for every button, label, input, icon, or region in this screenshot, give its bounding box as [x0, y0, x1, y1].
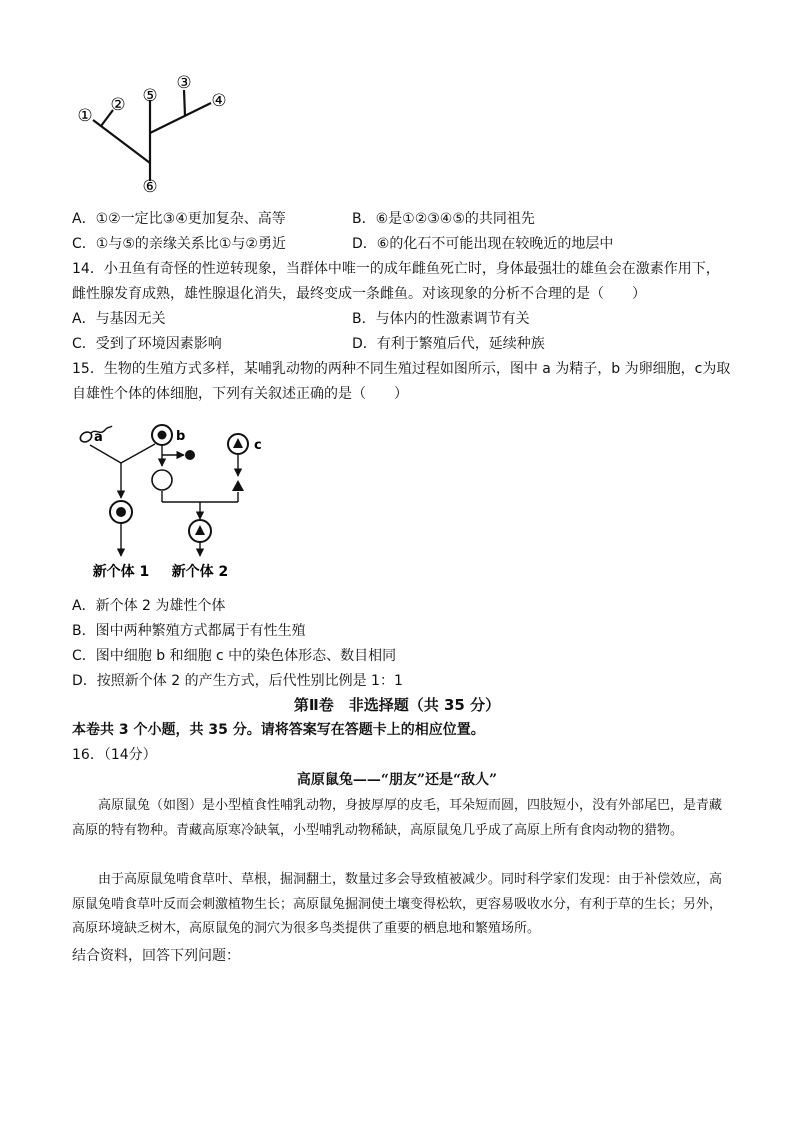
q13-option-a: A．①②一定比③④更加复杂、高等: [72, 211, 286, 227]
q15-stem-line-1: 15．生物的生殖方式多样，某哺乳动物的两种不同生殖过程如图所示，图中 a 为精子，b 为卵细胞，c为取: [72, 361, 731, 377]
new-individual-2-label: 新个体 2: [171, 564, 229, 580]
tree-node-3: ③: [176, 73, 192, 93]
section-2-instruction: 本卷共 3 个小题，共 35 分。请将答案写在答题卡上的相应位置。: [72, 722, 485, 738]
tree-branch-right-sub: [184, 90, 185, 116]
q14-option-d: D．有利于繁殖后代，延续种族: [352, 336, 545, 352]
tree-node-2: ②: [110, 95, 126, 115]
q14-option-a: A．与基因无关: [72, 311, 166, 327]
label-c: c: [254, 438, 262, 453]
tree-node-6: ⑥: [142, 177, 158, 196]
q15-option-d: D．按照新个体 2 的产生方式，后代性别比例是 1：1: [72, 673, 403, 689]
q13-option-d: D．⑥的化石不可能出现在较晚近的地层中: [352, 236, 614, 252]
removed-nucleus: [185, 450, 195, 460]
reconstructed-cell: [189, 520, 211, 542]
label-a: a: [94, 430, 103, 445]
tree-node-5: ⑤: [142, 86, 158, 106]
q16-number: 16．（14分）: [72, 747, 157, 763]
section-2-title: 第Ⅱ卷 非选择题（共 35 分）: [293, 696, 501, 714]
tree-node-4: ④: [211, 91, 227, 111]
reproduction-diagram: [72, 418, 272, 586]
q16-prompt: 结合资料，回答下列问题：: [72, 948, 240, 964]
q14-option-b: B．与体内的性激素调节有关: [352, 311, 530, 327]
evolution-tree-diagram: [72, 68, 242, 196]
q14-option-c: C．受到了环境因素影响: [72, 336, 222, 352]
somatic-cell-c: [228, 434, 248, 454]
tree-branch-left: [93, 120, 150, 163]
q15-option-c: C．图中细胞 b 和细胞 c 中的染色体形态、数目相同: [72, 648, 397, 664]
q16-paragraph-2: 由于高原鼠兔啃食草叶、草根，掘洞翻土，数量过多会导致植被减少。同时科学家们发现：由于补偿效应，高原鼠兔啃食草叶反而会刺激植物生长；高原鼠兔掘洞使土壤变得松软，更容易吸收水分，有利于草的生长；另外，高原环境缺乏树木，高原鼠兔的洞穴为很多鸟类提供了重要的栖息地和繁殖场所。: [72, 872, 723, 936]
q13-option-b: B．⑥是①②③④⑤的共同祖先: [352, 211, 535, 227]
q13-option-c: C．①与⑤的亲缘关系比①与②勇近: [72, 236, 286, 252]
q16-passage-title: 高原鼠兔——“朋友”还是“敌人”: [296, 772, 498, 788]
nucleus-from-c: [232, 480, 244, 491]
tree-branch-right: [150, 103, 211, 133]
new-individual-1-label: 新个体 1: [92, 564, 150, 580]
egg-cell-b: [152, 425, 172, 445]
q15-stem-line-2: 自雄性个体的体细胞，下列有关叙述正确的是（ ）: [72, 386, 408, 402]
label-b: b: [176, 429, 186, 444]
q16-paragraph-1: 高原鼠兔（如图）是小型植食性哺乳动物，身披厚厚的皮毛，耳朵短而圆，四肢短小，没有外部尾巴，是青藏高原的特有物种。青藏高原寒冷缺氧，小型哺乳动物稀缺，高原鼠兔几乎成了高原上所有食肉动物的猎物。: [72, 798, 723, 838]
q15-option-a: A．新个体 2 为雄性个体: [72, 598, 226, 614]
tree-node-1: ①: [77, 106, 93, 126]
zygote-cell: [110, 501, 132, 523]
q14-stem-line-1: 14．小丑鱼有奇怪的性逆转现象，当群体中唯一的成年雌鱼死亡时，身体最强壮的雄鱼会在激素作用下，: [72, 261, 720, 277]
q15-option-b: B．图中两种繁殖方式都属于有性生殖: [72, 623, 306, 639]
enucleated-egg: [152, 470, 172, 490]
q14-stem-line-2: 雌性腺发育成熟，雄性腺退化消失，最终变成一条雌鱼。对该现象的分析不合理的是（ ）: [72, 286, 646, 302]
